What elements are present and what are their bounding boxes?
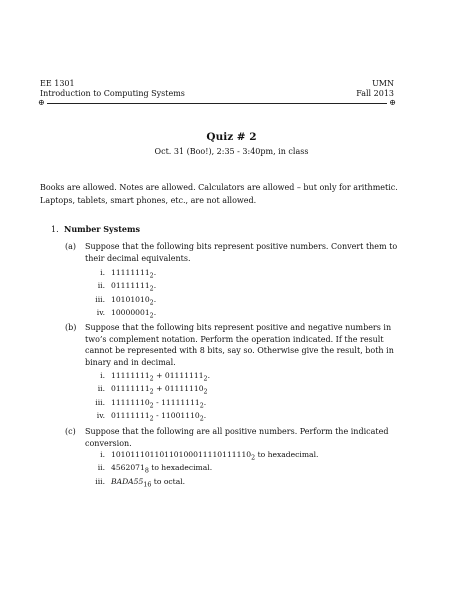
page-title: Quiz # 2 [206, 131, 257, 143]
part-a-items [85, 266, 156, 319]
list-item: iii. $10101010_2$. [95, 294, 157, 307]
list-item: iii. $11111110_2 - 11111111_2$. [95, 397, 207, 410]
list-item: ii. $4562071_8$ to hexadecimal. [97, 463, 213, 475]
rules-paragraph [40, 182, 400, 207]
university: UMN [372, 79, 394, 88]
part-a [65, 241, 398, 264]
part-b-label: (b) [65, 323, 77, 332]
part-b-text: Suppose that the following bits represent positive and negative numbers in two’s complement notation. Perform the operation indicated. If the result cannot be represented with 8 bits, say so. Otherwise give the result, both in binary and in decimal. [85, 323, 394, 367]
rules-line-1: Books are allowed. Notes are allowed. Calculators are allowed – but only for arithmetic. [40, 183, 398, 192]
section-number: 1. [51, 225, 59, 234]
header-rule [38, 98, 396, 108]
list-item: i. $11111111_2 + 01111111_2$. [100, 371, 210, 383]
section-heading [51, 224, 140, 234]
term: Fall 2013 [356, 89, 394, 98]
part-c-text: Suppose that the following are all positive numbers. Perform the indicated conversion. [85, 427, 389, 448]
list-item: iv. $01111111_2 - 11001110_2$. [96, 410, 207, 423]
right-mark: ⊕ [389, 98, 396, 107]
part-a-label: (a) [65, 242, 77, 251]
date-line: Oct. 31 (Boo!), 2:35 - 3:40pm, in class [154, 147, 309, 156]
part-a-text: Suppose that the following bits represent positive numbers. Convert them to their decimal equivalents. [85, 242, 398, 263]
part-b-items [85, 369, 210, 422]
list-item: ii. $01111111_2$. [97, 281, 157, 293]
list-item: iv. $10000001_2$. [96, 307, 157, 320]
list-item: i. $11111111_2$. [100, 268, 157, 280]
header-row-1 [40, 79, 394, 89]
part-c-label: (c) [65, 427, 76, 436]
section-title: Number Systems [64, 224, 140, 234]
rule-line [47, 103, 387, 104]
list-item: iii. $BADA55_{16}$ to octal. [95, 476, 186, 489]
course-code: EE 1301 [40, 79, 75, 88]
part-c [65, 426, 398, 449]
list-item: i. $10101110110110100011110111110_2$ to hexadecimal. [100, 450, 319, 462]
part-c-items [85, 448, 318, 488]
course-name: Introduction to Computing Systems [40, 89, 185, 98]
list-item: ii. $01111111_2 + 01111110_2$ [97, 384, 208, 396]
part-b [65, 322, 398, 368]
left-mark: ⊕ [38, 98, 45, 107]
rules-line-2: Laptops, tablets, smart phones, etc., are not allowed. [40, 195, 257, 205]
